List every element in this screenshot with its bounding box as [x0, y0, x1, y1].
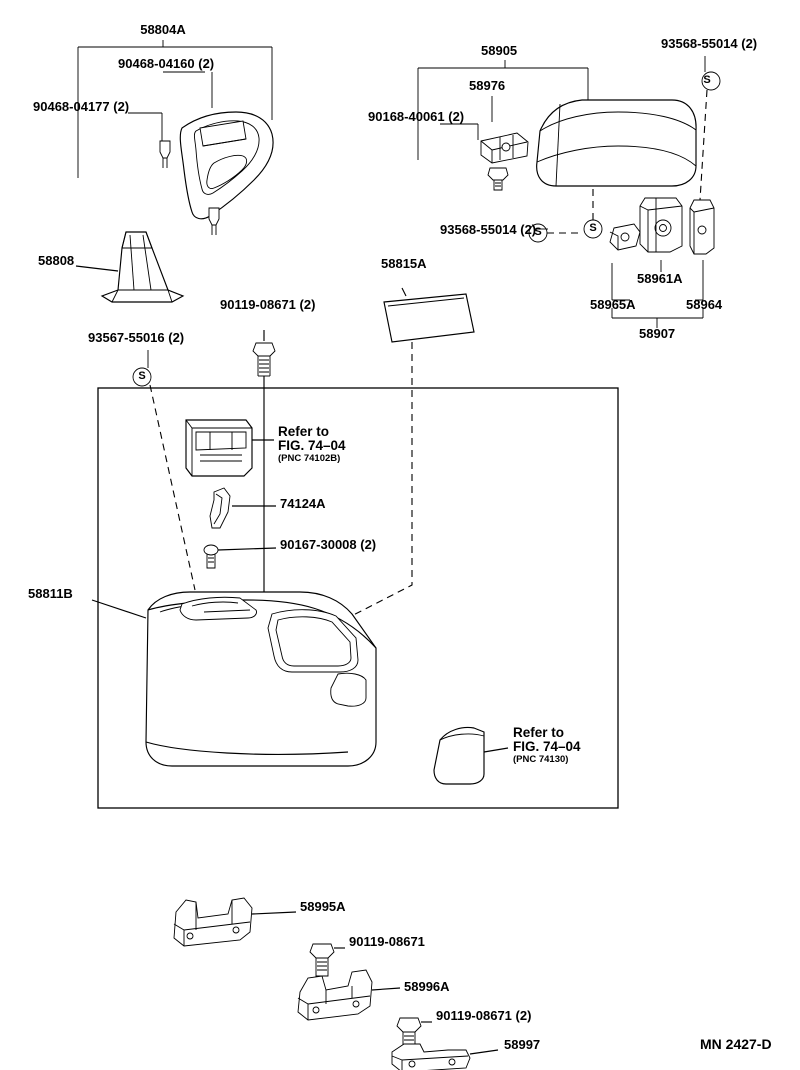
- part-label-58811b: 58811B: [28, 586, 73, 601]
- part-shape-58997: [392, 1044, 498, 1070]
- part-shape-58811b: [92, 592, 376, 766]
- part-label-90468-04177: 90468-04177 (2): [33, 99, 130, 114]
- part-shape-74102b: [186, 420, 274, 476]
- screw-symbol-4: S: [138, 370, 146, 382]
- part-shape-58976: [481, 133, 528, 163]
- part-shape-58995a: [174, 898, 296, 946]
- part-label-58815a: 58815A: [381, 256, 427, 271]
- part-label-90167-30008: 90167-30008 (2): [280, 537, 377, 552]
- part-label-58964: 58964: [686, 297, 723, 312]
- part-label-90119-08671-top: 90119-08671 (2): [220, 297, 316, 312]
- part-shape-58965a: [610, 224, 640, 250]
- part-shape-90167-30008: [204, 545, 276, 568]
- part-label-93568-55014-mid: 93568-55014 (2): [440, 222, 537, 237]
- screw-symbol-3: S: [534, 226, 542, 238]
- diagram-footer-code: MN 2427-D: [700, 1036, 772, 1052]
- screw-symbol-1: S: [703, 74, 711, 86]
- part-label-58804a: 58804A: [140, 22, 186, 37]
- part-label-74124a: 74124A: [280, 496, 326, 511]
- part-shape-bolt-58976: [488, 168, 508, 190]
- part-label-93568-55014-top: 93568-55014 (2): [661, 36, 758, 51]
- part-shape-58815a: [330, 288, 474, 627]
- refer-note-74102b-line2: FIG. 74–04: [278, 438, 346, 453]
- part-label-90468-04160: 90468-04160 (2): [118, 56, 215, 71]
- refer-note-74102b-line1: Refer to: [278, 424, 330, 439]
- part-label-58961a: 58961A: [637, 271, 683, 286]
- part-shape-58905: [537, 100, 696, 186]
- leader-93567-55016: [133, 350, 195, 590]
- part-shape-74124a: [210, 488, 276, 528]
- part-shape-bolt-top: [253, 330, 275, 608]
- part-label-58996a: 58996A: [404, 979, 450, 994]
- part-label-58965a: 58965A: [590, 297, 636, 312]
- part-label-90168-40061: 90168-40061 (2): [368, 109, 465, 124]
- part-label-58976: 58976: [469, 78, 506, 93]
- part-shape-bolt-mid: [310, 944, 345, 976]
- part-label-93567-55016: 93567-55016 (2): [88, 330, 185, 345]
- part-shape-58804a: [160, 112, 273, 235]
- refer-note-74102b: [278, 425, 346, 464]
- part-shape-74130: [434, 728, 508, 785]
- part-shape-58961a: [640, 198, 682, 252]
- refer-note-74102b-pnc: (PNC 74102B): [278, 453, 341, 464]
- part-shape-58808: [76, 232, 183, 302]
- part-shape-bolt-bottom: [397, 1018, 432, 1048]
- refer-note-74130-line1: Refer to: [513, 725, 565, 740]
- part-label-58808: 58808: [38, 253, 75, 268]
- refer-note-74130: [513, 726, 581, 765]
- part-label-58905: 58905: [481, 43, 518, 58]
- part-label-58995a: 58995A: [300, 899, 346, 914]
- part-shape-58996a: [298, 970, 400, 1020]
- part-label-58997: 58997: [504, 1037, 541, 1052]
- screw-symbol-2: S: [589, 222, 597, 234]
- part-label-90119-08671-mid: 90119-08671: [349, 934, 425, 949]
- refer-note-74130-line2: FIG. 74–04: [513, 739, 581, 754]
- refer-note-74130-pnc: (PNC 74130): [513, 754, 569, 765]
- part-label-90119-08671-bot: 90119-08671 (2): [436, 1008, 532, 1023]
- part-label-58907: 58907: [639, 326, 676, 341]
- part-shape-58964: [690, 200, 714, 254]
